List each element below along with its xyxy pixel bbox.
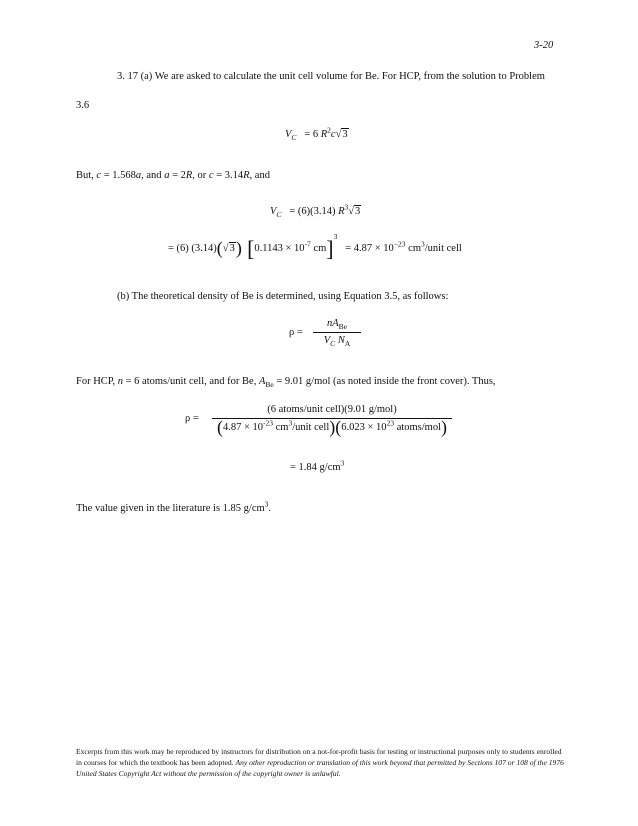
page-number: 3-20 xyxy=(534,40,554,51)
fraction-density-numeric xyxy=(212,404,452,437)
substitution-text: But, c = 1.568a, and a = 2R, or c = 3.14R, and xyxy=(76,170,270,181)
intro-line-1: 3. 17 (a) We are asked to calculate the unit cell volume for Be. For HCP, from the solution to Problem xyxy=(117,71,545,82)
equation-density-rho: ρ = xyxy=(289,327,303,338)
denominator: ($4.87 \times 10^{-23}$ $cm^3$/unit cell)(6.023 × $10^{23}$ atoms/mol) xyxy=(216,417,448,437)
equation-unit-cell-volume: $V_C$ = 6 $R^2c√3$ xyxy=(285,125,348,143)
part-b-text: (b) The theoretical density of Be is determined, using Equation 3.5, as follows: xyxy=(117,291,449,302)
sqrt-symbol: √3 xyxy=(335,129,348,140)
literature-value-text: The value given in the literature is 1.85 $g/cm^3$. xyxy=(76,499,272,514)
hcp-values-text: For HCP, n = 6 atoms/unit cell, and for Be, $A_{Be} = 9.01$ g/mol (as noted inside the front cover). Thus, xyxy=(76,376,496,390)
intro-line-2: 3.6 xyxy=(76,100,90,111)
equation-density-numeric-rho: ρ = xyxy=(185,413,199,424)
fraction-density: $nA_{Be}$ $V_C$ $N_A$ xyxy=(313,318,361,346)
numerator: (6 atoms/unit cell)(9.01 g/mol) xyxy=(267,404,397,415)
density-result: = 1.84 $g/cm^3$ xyxy=(290,458,345,473)
equation-volume-substituted: $V_C$ = (6)(3.14) $R^3√3$ xyxy=(270,202,361,220)
copyright-footer: Excerpts from this work may be reproduced by instructors for distribution on a not-for-profit basis for testing or instructional purposes only to students enrolled in courses for which the textbook has been adopted. Any other reproduction or translation of this work beyond that permitted by Sections 107 or 108 of the 1976 United States Copyright Act without the permission of the copyright owner is unlawful. xyxy=(76,747,564,778)
equation-volume-result: = (6) (3.14)(√3) [$0.1143 \times 10^{-7}$ $cm]^3 = 4.87 \times 10^{-23}$ $cm^3$/unit cell xyxy=(168,231,462,261)
sqrt-symbol: √3 xyxy=(348,206,361,217)
